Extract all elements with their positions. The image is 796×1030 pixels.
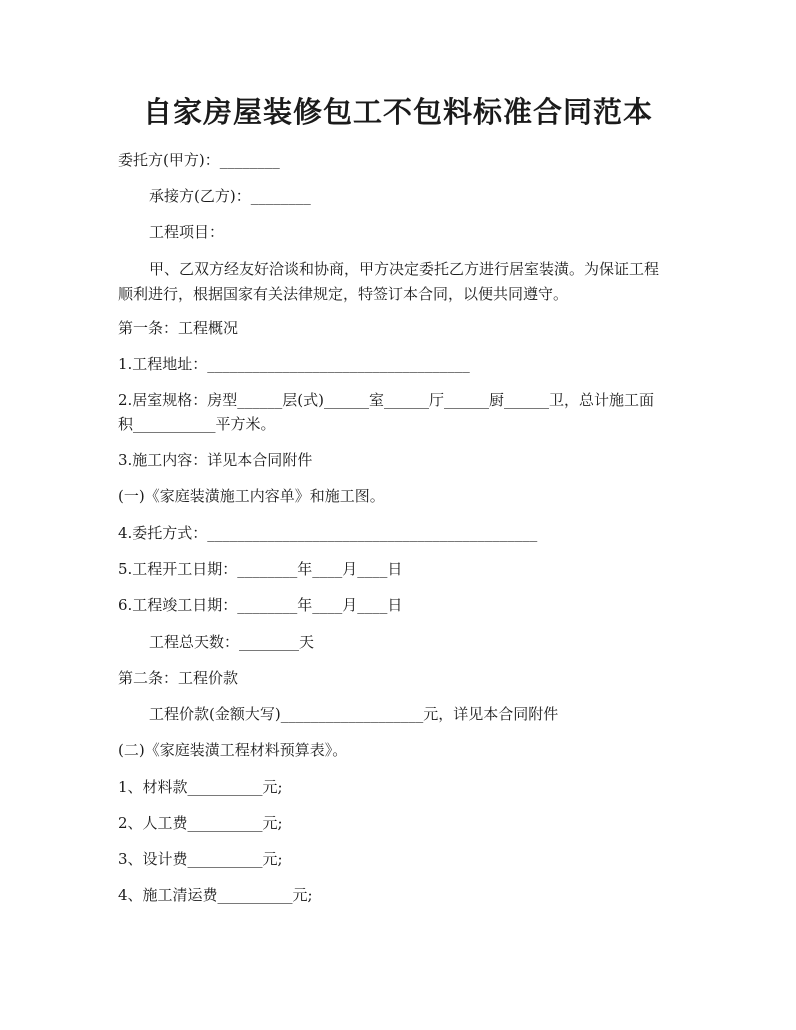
project-line: 工程项目：: [149, 223, 225, 241]
client-party-line: 委托方(甲方)：________: [118, 151, 280, 169]
attachment-2-line: (二)《家庭装潢工程材料预算表》。: [118, 741, 348, 759]
commission-method-line: 4.委托方式：____________________________________________: [118, 524, 538, 542]
article-2-heading: 第二条：工程价款: [118, 669, 239, 687]
intro-paragraph-line-1: 甲、乙双方经友好洽谈和协商，甲方决定委托乙方进行居室装潢。为保证工程: [149, 260, 660, 278]
total-days-line: 工程总天数：________天: [149, 633, 315, 651]
room-spec-line-2: 积___________平方米。: [118, 415, 276, 433]
cleanup-fee-line: 4、施工清运费__________元;: [118, 886, 313, 904]
completion-date-line: 6.工程竣工日期：________年____月____日: [118, 596, 403, 614]
material-cost-line: 1、材料款__________元;: [118, 778, 283, 796]
attachment-1-line: (一)《家庭装潢施工内容单》和施工图。: [118, 487, 385, 505]
construction-content-line: 3.施工内容：详见本合同附件: [118, 451, 313, 469]
design-fee-line: 3、设计费__________元;: [118, 850, 283, 868]
article-1-heading: 第一条：工程概况: [118, 319, 239, 337]
document-title: 自家房屋装修包工不包料标准合同范本: [142, 95, 653, 129]
intro-paragraph-line-2: 顺利进行，根据国家有关法律规定，特签订本合同，以便共同遵守。: [118, 285, 569, 303]
project-address-line: 1.工程地址：___________________________________: [118, 355, 470, 373]
start-date-line: 5.工程开工日期：________年____月____日: [118, 560, 403, 578]
labor-cost-line: 2、人工费__________元;: [118, 814, 283, 832]
project-price-line: 工程价款(金额大写)___________________元，详见本合同附件: [149, 705, 559, 723]
contractor-party-line: 承接方(乙方)：________: [149, 187, 311, 205]
room-spec-line-1: 2.居室规格：房型______层(式)______室______厅______厨______卫，总计施工面: [118, 391, 655, 409]
